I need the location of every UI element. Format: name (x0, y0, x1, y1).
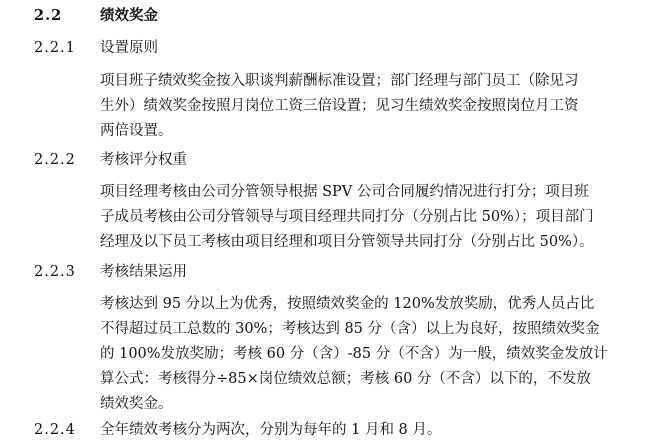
subsection-number: 2.2.4 (34, 422, 76, 438)
paragraph-line: 算公式：考核得分÷85×岗位绩效总额；考核 60 分（不含）以下的，不发放 (100, 371, 591, 387)
section-number: 2.2 (34, 7, 63, 24)
paragraph-line: 经理及以下员工考核由项目经理和项目分管领导共同打分（分别占比 50%）。 (100, 234, 594, 250)
paragraph-line: 生外）绩效奖金按照月岗位工资三倍设置；见习生绩效奖金按照岗位月工资 (100, 98, 579, 114)
paragraph-line: 的 100%发放奖励；考核 60 分（含）-85 分（不含）为一般，绩效奖金发放计 (100, 346, 608, 362)
paragraph-line: 考核达到 95 分以上为优秀，按照绩效奖金的 120%发放奖励，优秀人员占比 (100, 296, 595, 312)
subsection-title: 全年绩效考核分为两次，分别为每年的 1 月和 8 月。 (100, 422, 442, 438)
subsection-number: 2.2.2 (34, 152, 76, 168)
subsection-title: 考核结果运用 (100, 264, 187, 280)
paragraph-line: 绩效奖金。 (100, 396, 173, 412)
paragraph-line: 项目经理考核由公司分管领导根据 SPV 公司合同履约情况进行打分；项目班 (100, 184, 589, 200)
subsection-number: 2.2.3 (34, 264, 76, 280)
paragraph-line: 子成员考核由公司分管领导与项目经理共同打分（分别占比 50%）；项目部门 (100, 209, 594, 225)
subsection-title: 考核评分权重 (100, 152, 187, 168)
paragraph-line: 项目班子绩效奖金按入职谈判薪酬标准设置；部门经理与部门员工（除见习 (100, 73, 579, 89)
paragraph-line: 两倍设置。 (100, 123, 173, 139)
section-title: 绩效奖金 (100, 7, 158, 24)
paragraph-line: 不得超过员工总数的 30%；考核达到 85 分（含）以上为良好，按照绩效奖金 (100, 321, 600, 337)
subsection-title: 设置原则 (100, 40, 158, 56)
subsection-number: 2.2.1 (34, 40, 76, 56)
